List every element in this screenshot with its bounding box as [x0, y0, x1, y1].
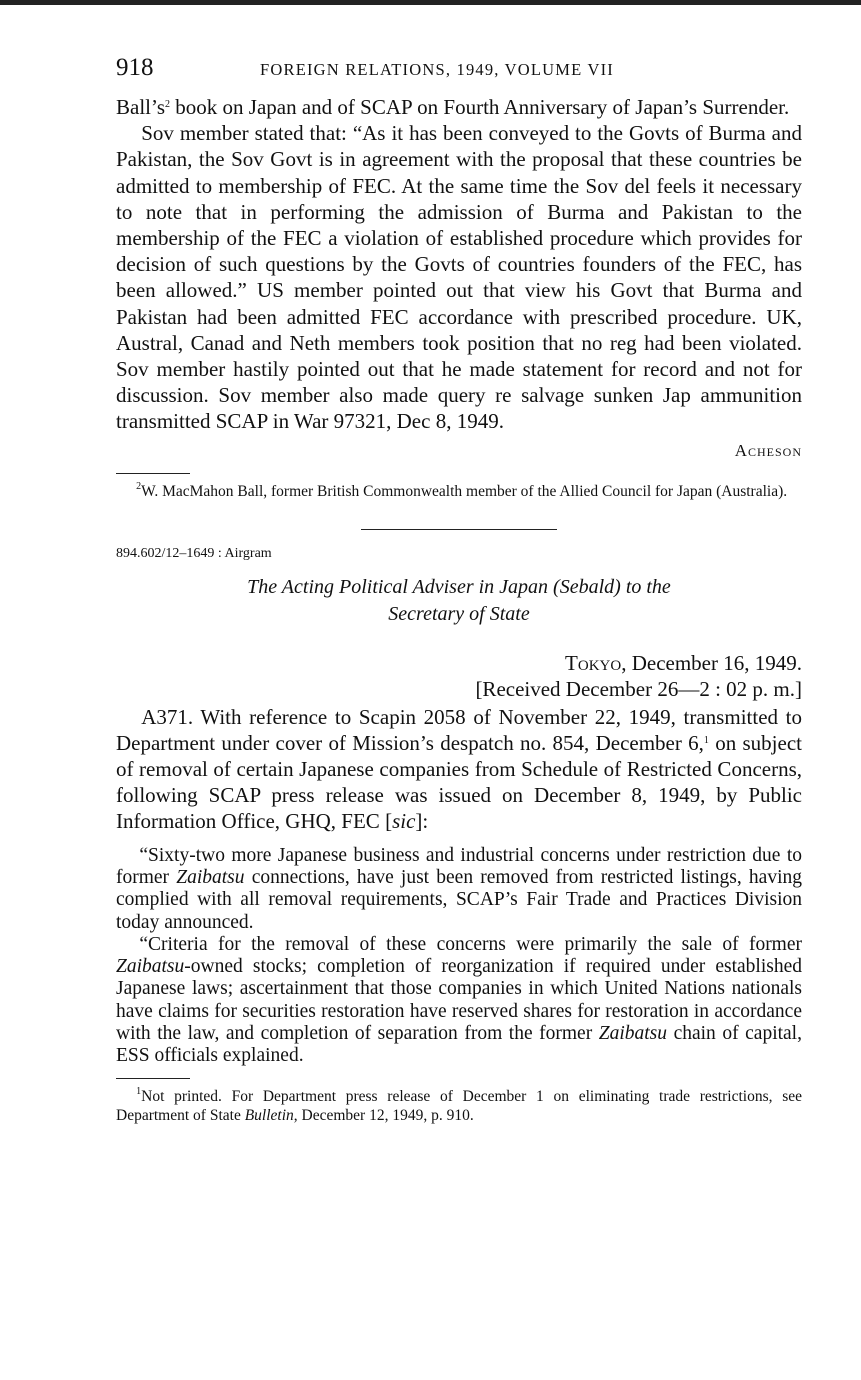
paragraph-sov-member: Sov member stated that: “As it has been conveyed to the Govts of Burma and Pakistan, the Sov Govt is in agreement with the proposal that these countries be admitted to membership of FEC. At the same time the Sov del feels it necessary to note that in performing the admission of Burma and Pakistan to the membership of the FEC a violation of established procedure which provides for decision of such questions by the Govts of countries founders of the FEC, has been allowed.” US member pointed out that view his Govt that Burma and Pakistan had been admitted FEC accordance with prescribed procedure. UK, Austral, Canad and Neth members took position that no reg had been violated. Sov member hastily pointed out that he made statement for record and not for discussion. Sov member also made query re salvage sunken Jap ammunition transmitted SCAP in War 97321, Dec 8, 1949. [116, 121, 802, 434]
quote-paragraph-1: “Sixty-two more Japanese business and industrial concerns under restriction due to former Zaibatsu connections, have just been removed from restricted listings, having complied with all removal requirements, SCAP’s Fair Trade and Practices Division today announced. [116, 844, 802, 933]
signature: Acheson [734, 440, 802, 460]
footnote-2: $^2$W. MacMahon Ball, former British Commonwealth member of the Allied Council for Japan (Australia). [136, 480, 788, 500]
document-title: The Acting Political Adviser in Japan (Sebald) to the Secretary of State [247, 575, 671, 625]
page-top-edge [0, 0, 861, 5]
dateline-place: Tokyo [565, 650, 622, 675]
footnote-ref-2: 2 [165, 99, 171, 110]
running-title: FOREIGN RELATIONS, 1949, VOLUME VII [260, 60, 614, 79]
dateline-date: , December 16, 1949. [621, 650, 802, 675]
quote-paragraph-2: “Criteria for the removal of these concerns were primarily the sale of former Zaibatsu-owned stocks; completion of reorganization if required under established Japanese laws; ascertainment that those companies in which United Nations nationals have claims for securities restoration have reserved shares for restoration in accordance with the law, and completion of separation from the former Zaibatsu chain of capital, ESS officials explained. [116, 933, 802, 1067]
footnote-rule [116, 473, 190, 474]
footnote-rule-2 [116, 1078, 190, 1079]
paragraph-continued: $Ball’s^2$ book on Japan and of SCAP on Fourth Anniversary of Japan’s Surrender. [116, 95, 790, 119]
footnote-ref-1: 1 [703, 734, 709, 746]
section-separator [361, 529, 557, 530]
document-page [116, 54, 802, 1125]
received-line: [Received December 26—2 : 02 p. m.] [475, 676, 802, 701]
paragraph-a371: A371. With reference to Scapin 2058 of November 22, 1949, transmitted to Department under cover of Mission’s despatch no. 854, December 6,$^1$ on subject of removal of certain Japanese companies from Schedule of Restricted Concerns, following SCAP press release was issued on December 8, 1949, by Public Information Office, GHQ, FEC [sic]: [116, 704, 802, 834]
page-number: 918 [116, 54, 154, 81]
page-header [116, 54, 802, 94]
dateline [116, 650, 802, 702]
footnote-1: $^1$Not printed. For Department press release of December 1 on eliminating trade restrictions, see Department of State Bulletin, December 12, 1949, p. 910. [116, 1085, 802, 1124]
file-reference: 894.602/12–1649 : Airgram [116, 545, 272, 561]
